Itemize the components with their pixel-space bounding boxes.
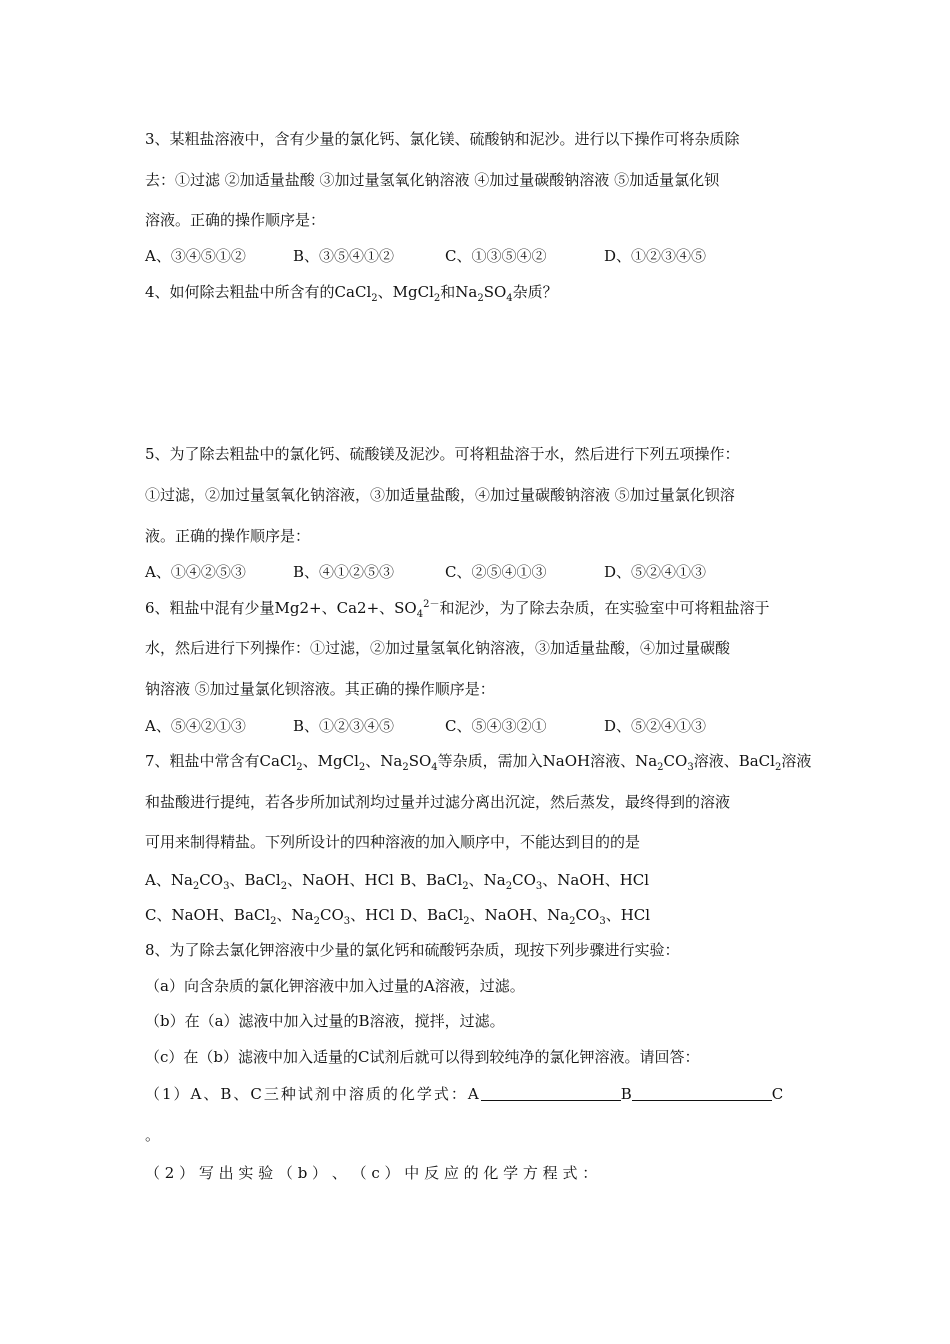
q8-line-1: 8、为了除去氯化钾溶液中少量的氯化钙和硫酸钙杂质，现按下列步骤进行实验： — [145, 941, 680, 959]
q7-options-row-2 — [145, 906, 807, 927]
q3-option-d: D、①②③④⑤ — [604, 247, 707, 265]
q7-option-d: D、BaCl$_2$、NaOH、$Na_2CO_3$、HCl — [400, 906, 651, 927]
q5-option-c: C、②⑤④①③ — [445, 563, 547, 581]
q3-option-a: A、③④⑤①② — [145, 247, 246, 265]
answer-blank-b[interactable] — [632, 1086, 772, 1101]
q8-step-a: （a）向含杂质的氯化钾溶液中加入过量的A溶液，过滤。 — [145, 977, 525, 995]
q3-option-b: B、③⑤④①② — [293, 247, 395, 265]
q6-options — [145, 717, 807, 735]
q5-option-b: B、④①②⑤③ — [293, 563, 395, 581]
q6-option-d: D、⑤②④①③ — [604, 717, 707, 735]
q7-line-1: 7、粗盐中常含有CaCl$_2$、MgCl$_2$、$Na_2SO_4$等杂质，需加入NaOH溶液、$Na_2CO_3$溶液、BaCl$_2$溶液 — [145, 752, 812, 773]
q8-step-c: （c）在（b）滤液中加入适量的C试剂后就可以得到较纯净的氯化钾溶液。请回答： — [145, 1048, 700, 1066]
q7-line-3: 可用来制得精盐。下列所设计的四种溶液的加入顺序中，不能达到目的的是 — [145, 833, 641, 851]
q7-line-2: 和盐酸进行提纯，若各步所加试剂均过量并过滤分离出沉淀，然后蒸发，最终得到的溶液 — [145, 793, 731, 811]
q3-line-1: 3、某粗盐溶液中，含有少量的氯化钙、氯化镁、硫酸钠和泥沙。进行以下操作可将杂质除 — [145, 130, 740, 148]
q7-option-c: C、NaOH、BaCl$_2$、$Na_2CO_3$、HCl — [145, 906, 395, 927]
q6-line-3: 钠溶液 ⑤加过量氯化钡溶液。其正确的操作顺序是： — [145, 680, 495, 698]
q5-line-1: 5、为了除去粗盐中的氯化钙、硫酸镁及泥沙。可将粗盐溶于水，然后进行下列五项操作： — [145, 445, 740, 463]
q7-option-b: B、BaCl$_2$、$Na_2CO_3$、NaOH、HCl — [400, 871, 650, 892]
q8-step-b: （b）在（a）滤液中加入过量的B溶液，搅拌，过滤。 — [145, 1012, 505, 1030]
q8-sub-question-1: （1）A、B、C三种试剂中溶质的化学式：A B C — [145, 1085, 784, 1103]
q5-option-a: A、①④②⑤③ — [145, 563, 246, 581]
q8-sub-question-2: （ 2 ） 写 出 实 验 （ b ） 、 （ c ） 中 反 应 的 化 学 方 程 式 ： — [145, 1164, 598, 1182]
q5-line-2: ①过滤，②加过量氢氧化钠溶液，③加适量盐酸，④加过量碳酸钠溶液 ⑤加过量氯化钡溶 — [145, 486, 735, 504]
q5-options — [145, 563, 807, 581]
q3-line-3: 溶液。正确的操作顺序是： — [145, 211, 326, 229]
q3-line-2: 去：①过滤 ②加适量盐酸 ③加过量氢氧化钠溶液 ④加过量碳酸钠溶液 ⑤加适量氯化钡 — [145, 171, 720, 189]
answer-blank-a[interactable] — [481, 1086, 621, 1101]
q7-options-row-1 — [145, 871, 807, 892]
q6-option-a: A、⑤④②①③ — [145, 717, 246, 735]
q5-option-d: D、⑤②④①③ — [604, 563, 707, 581]
q6-option-c: C、⑤④③②① — [445, 717, 547, 735]
q3-option-c: C、①③⑤④② — [445, 247, 547, 265]
q7-option-a: A、$Na_2CO_3$、BaCl$_2$、NaOH、HCl — [145, 871, 394, 892]
q6-line-1: 6、粗盐中混有少量Mg2+、Ca2+、$SO_4^{2-}$和泥沙，为了除去杂质，在实验室中可将粗盐溶于 — [145, 599, 770, 620]
q6-option-b: B、①②③④⑤ — [293, 717, 395, 735]
q3-options — [145, 247, 807, 265]
q4-line: 4、如何除去粗盐中所含有的CaCl$_2$、MgCl$_2$和$Na_2SO_4$杂质？ — [145, 283, 558, 304]
q6-line-2: 水，然后进行下列操作：①过滤，②加过量氢氧化钠溶液，③加适量盐酸，④加过量碳酸 — [145, 639, 731, 657]
q8-period: 。 — [145, 1126, 161, 1144]
q5-line-3: 液。正确的操作顺序是： — [145, 527, 311, 545]
